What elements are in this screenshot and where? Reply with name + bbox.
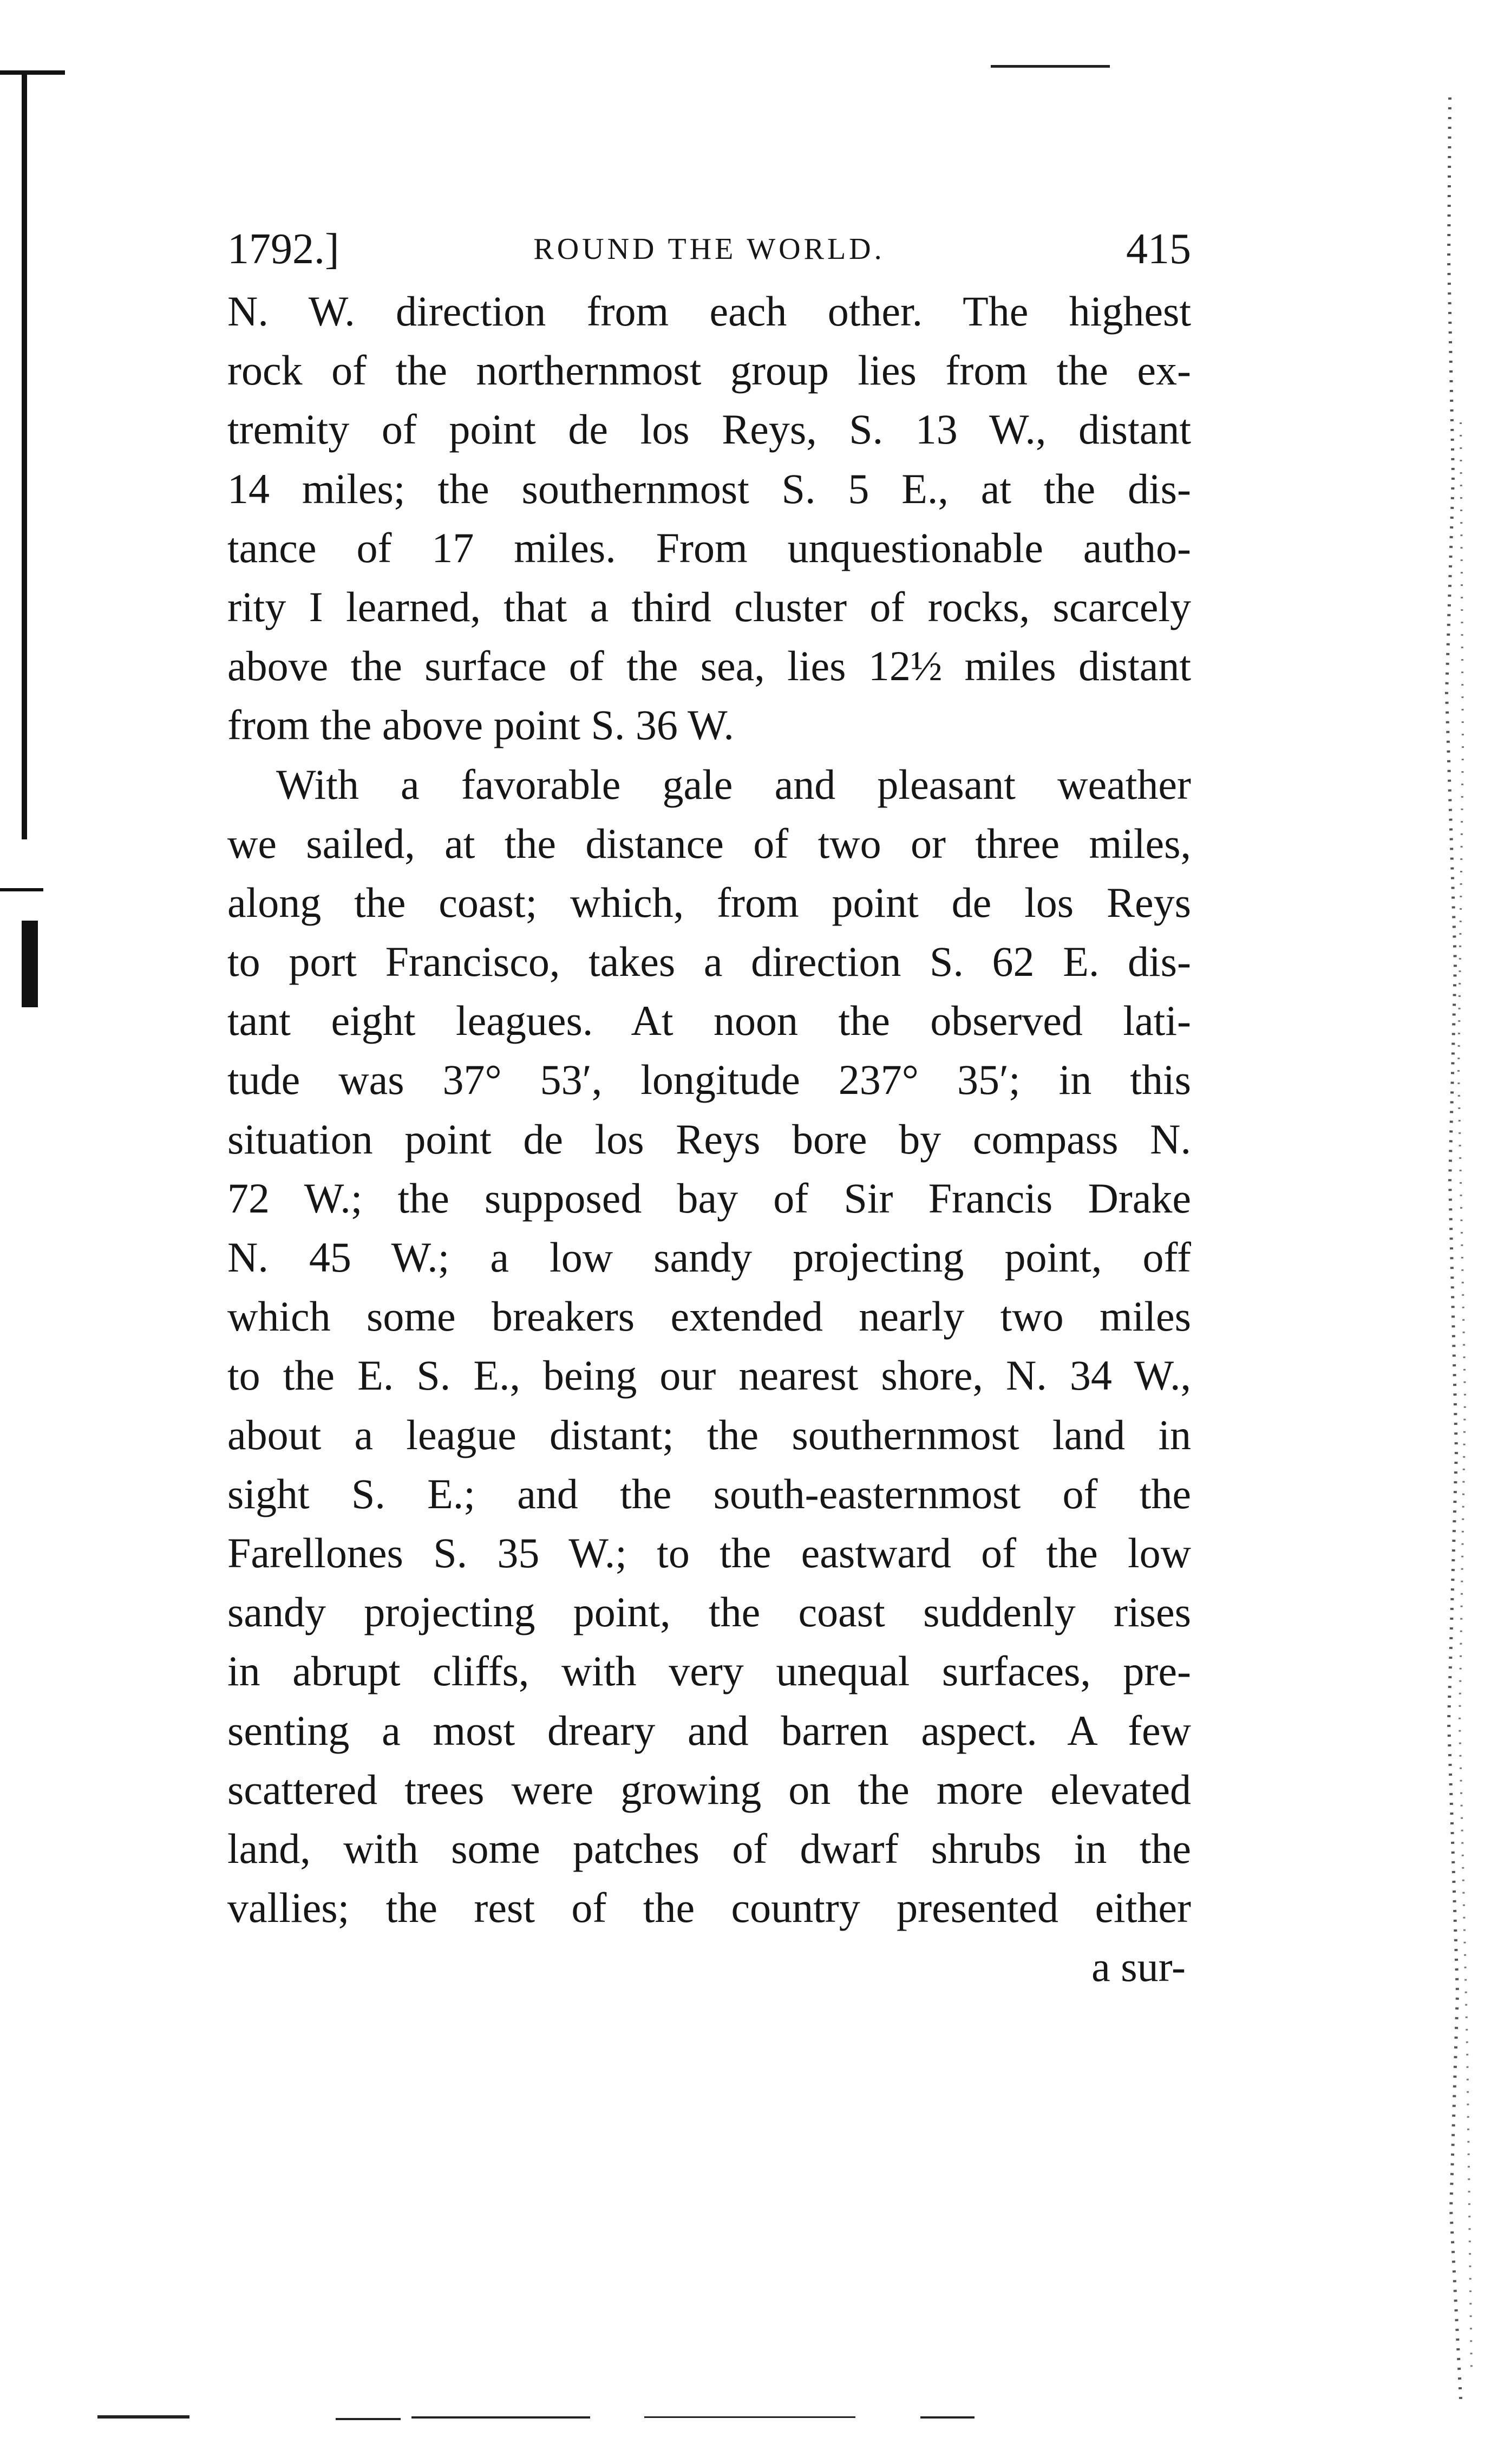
catchword: a sur- — [1091, 1943, 1186, 1991]
scan-right-edge-noise — [1417, 97, 1482, 2399]
text-line: along the coast; which, from point de los Reys — [227, 878, 1191, 926]
scan-edge-bar-top — [22, 70, 27, 839]
paragraph-2 — [227, 755, 1191, 1938]
text-line: which some breakers extended nearly two miles — [227, 1293, 1191, 1340]
text-line: from the above point S. 36 W. — [227, 701, 734, 749]
scan-bottom-dash-2 — [336, 2418, 401, 2420]
text-line: about a league distant; the southernmost land in — [227, 1411, 1191, 1458]
text-line: With a favorable gale and pleasant weather — [276, 760, 1191, 808]
running-head-year: 1792.] — [227, 225, 339, 273]
scan-edge-bar-lower — [22, 921, 38, 1007]
scan-edge-top-tick — [0, 70, 65, 75]
text-line: Farellones S. 35 W.; to the eastward of the low — [227, 1529, 1191, 1576]
body-text — [227, 282, 1191, 1937]
scan-bottom-dash-5 — [920, 2416, 975, 2419]
text-line: tremity of point de los Reys, S. 13 W., distant — [227, 406, 1191, 453]
text-line: 72 W.; the supposed bay of Sir Francis Drake — [227, 1174, 1191, 1222]
scan-bottom-dash-1 — [97, 2415, 189, 2419]
text-line: in abrupt cliffs, with very unequal surfaces, pre- — [227, 1647, 1191, 1695]
text-line: sandy projecting point, the coast suddenly rises — [227, 1588, 1191, 1636]
text-line: tance of 17 miles. From unquestionable autho- — [227, 524, 1191, 571]
text-line: to the E. S. E., being our nearest shore, N. 34 W., — [227, 1352, 1191, 1399]
page-number: 415 — [1126, 225, 1191, 273]
text-line: rity I learned, that a third cluster of rocks, scarcely — [227, 583, 1191, 630]
scan-bottom-dash-3 — [411, 2416, 590, 2419]
text-line: senting a most dreary and barren aspect. A few — [227, 1706, 1191, 1754]
text-line: tude was 37° 53′, longitude 237° 35′; in this — [227, 1056, 1191, 1104]
text-line: N. 45 W.; a low sandy projecting point, off — [227, 1234, 1191, 1281]
text-line: situation point de los Reys bore by compass N. — [227, 1115, 1191, 1163]
text-line: 14 miles; the southernmost S. 5 E., at the dis- — [227, 465, 1191, 512]
text-line: vallies; the rest of the country presented either — [227, 1884, 1191, 1932]
text-line: above the surface of the sea, lies 12½ miles distant — [227, 642, 1191, 690]
text-line: N. W. direction from each other. The highest — [227, 288, 1191, 335]
text-line: land, with some patches of dwarf shrubs in the — [227, 1824, 1191, 1872]
scan-bottom-dash-4 — [644, 2416, 855, 2418]
text-line: sight S. E.; and the south-easternmost of the — [227, 1470, 1191, 1517]
paragraph-1 — [227, 282, 1191, 755]
text-line: rock of the northernmost group lies from the ex- — [227, 347, 1191, 394]
text-line: scattered trees were growing on the more elevated — [227, 1765, 1191, 1813]
text-line: tant eight leagues. At noon the observed lati- — [227, 997, 1191, 1045]
book-page — [227, 217, 1191, 1996]
text-line: we sailed, at the distance of two or three miles, — [227, 819, 1191, 867]
running-head-title: ROUND THE WORLD. — [533, 232, 885, 266]
text-line: to port Francisco, takes a direction S. 62 E. dis- — [227, 938, 1191, 986]
scan-edge-dash — [0, 888, 43, 891]
scan-top-dash — [991, 65, 1110, 68]
running-head — [227, 217, 1191, 282]
